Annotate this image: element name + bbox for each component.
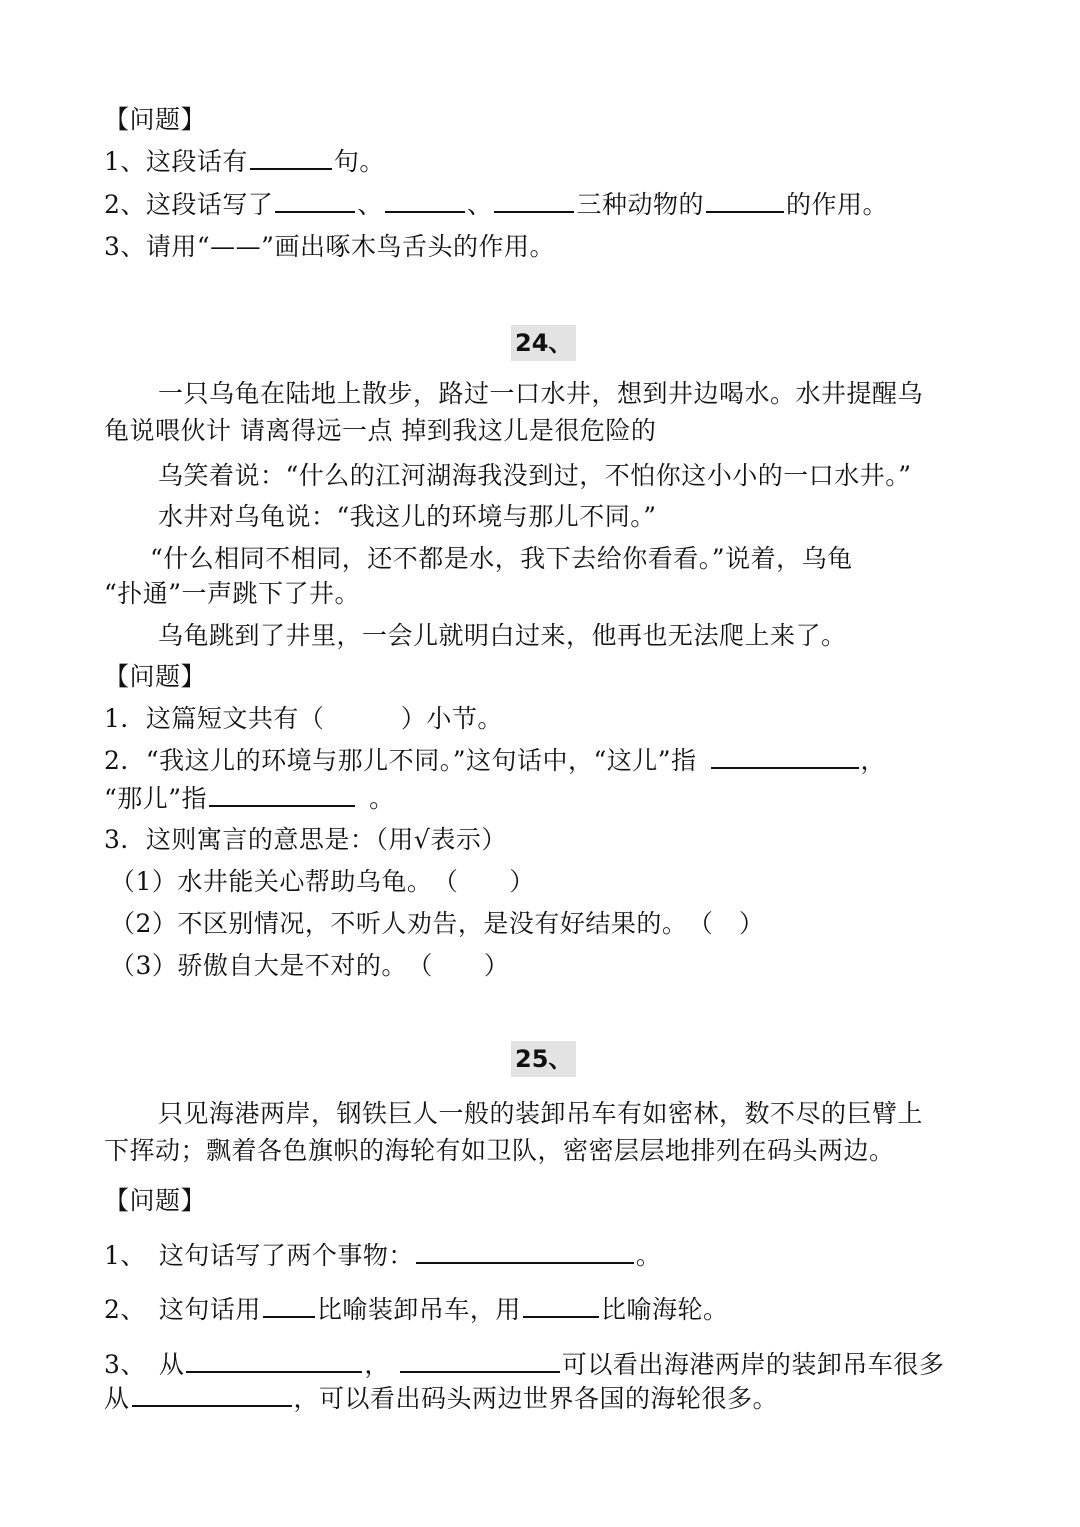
s24-paragraph-2: 乌笑着说：“什么的江河湖海我没到过，不怕你这小小的一口水井。” — [158, 461, 912, 490]
s24-paragraph-5: 乌龟跳到了井里，一会儿就明白过来，他再也无法爬上来了。 — [158, 621, 847, 650]
answer-blank[interactable] — [711, 745, 859, 769]
s25-question-3: 3、 从 ， 可以看出海港两岸的装卸吊车很多 — [104, 1350, 945, 1379]
s24-paragraph-4: “什么相同不相同，还不都是水，我下去给你看看。”说着，乌龟 — [150, 544, 853, 573]
answer-blank[interactable] — [706, 189, 784, 213]
s25-paragraph-1: 只见海港两岸，钢铁巨人一般的装卸吊车有如密林，数不尽的巨臂上 — [158, 1099, 924, 1128]
s24-option-1: （1）水井能关心帮助乌龟。 （ ） — [110, 867, 535, 896]
s24-paragraph-1: 一只乌龟在陆地上散步，路过一口水井，想到井边喝水。水井提醒乌 — [158, 379, 924, 408]
s24-question-3: 3．这则寓言的意思是：（用√表示） — [104, 825, 507, 854]
answer-blank[interactable] — [494, 189, 574, 213]
section-number-24: 24、 — [511, 325, 576, 361]
s25-question-1: 1、 这句话写了两个事物： 。 — [104, 1241, 662, 1270]
answer-blank[interactable] — [250, 146, 332, 170]
s24-question-2: 2．“我这儿的环境与那儿不同。”这句话中，“这儿”指 ， — [104, 746, 887, 775]
q23-question-1: 1、这段话有 句。 — [104, 147, 385, 176]
answer-blank[interactable] — [132, 1383, 292, 1407]
question-header: 【问题】 — [104, 662, 207, 691]
s25-paragraph-1-cont: 下挥动；飘着各色旗帜的海轮有如卫队，密密层层地排列在码头两边。 — [104, 1136, 895, 1165]
s24-option-3: （3）骄傲自大是不对的。 （ ） — [110, 951, 510, 980]
answer-blank[interactable] — [416, 1240, 634, 1264]
answer-blank[interactable] — [385, 189, 465, 213]
question-header: 【问题】 — [104, 1186, 207, 1215]
answer-blank[interactable] — [523, 1294, 599, 1318]
s25-question-2: 2、 这句话用 比喻装卸吊车，用 比喻海轮。 — [104, 1295, 729, 1324]
s25-question-3-cont: 从 ，可以看出码头两边世界各国的海轮很多。 — [104, 1384, 779, 1413]
q23-question-3: 3、请用“——”画出啄木鸟舌头的作用。 — [104, 232, 555, 261]
s24-option-2: （2）不区别情况，不听人劝告，是没有好结果的。 （ ） — [110, 909, 765, 938]
section-number-25: 25、 — [511, 1041, 576, 1077]
answer-blank[interactable] — [263, 1294, 315, 1318]
s24-question-2-cont: “那儿”指 。 — [104, 784, 395, 813]
answer-blank[interactable] — [275, 189, 355, 213]
s24-paragraph-3: 水井对乌龟说：“我这儿的环境与那儿不同。” — [158, 502, 657, 531]
s24-paragraph-4-cont: “扑通”一声跳下了井。 — [104, 579, 361, 608]
answer-blank[interactable] — [400, 1349, 560, 1373]
question-header: 【问题】 — [104, 105, 207, 134]
s24-paragraph-1-cont: 龟说喂伙计 请离得远一点 掉到我这儿是很危险的 — [104, 416, 657, 445]
answer-blank[interactable] — [186, 1349, 362, 1373]
q23-question-2: 2、这段话写了 、 、 三种动物的 的作用。 — [104, 190, 888, 219]
answer-blank[interactable] — [209, 783, 355, 807]
s24-question-1: 1．这篇短文共有（ ）小节。 — [104, 704, 503, 733]
